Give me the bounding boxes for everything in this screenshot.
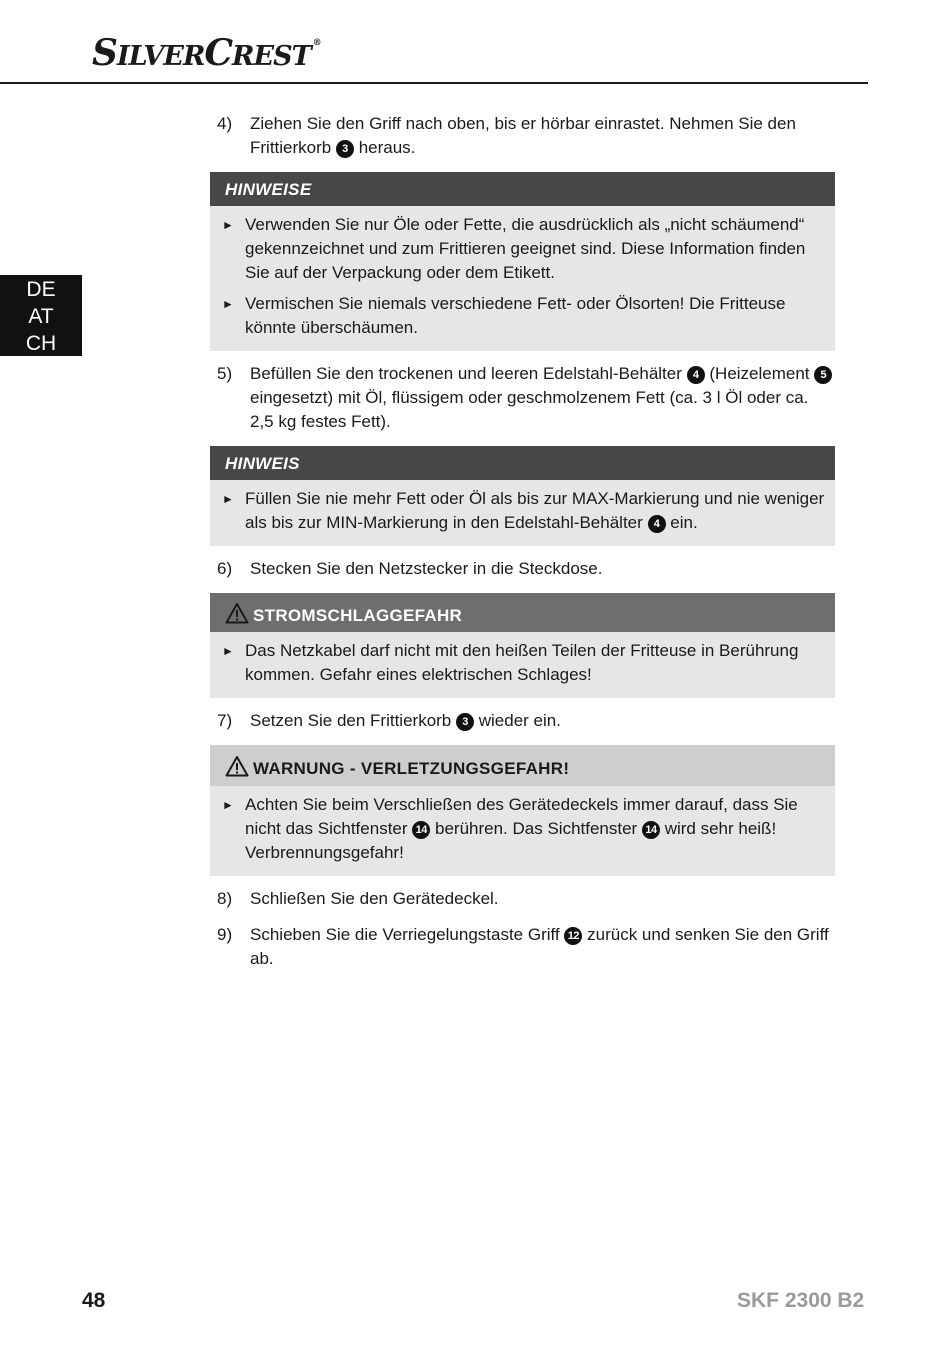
step-6: 6) Stecken Sie den Netzstecker in die Steckdose. <box>217 559 603 578</box>
language-tab <box>0 275 82 356</box>
hinweise-title: HINWEISE <box>210 172 835 206</box>
stromschlag-box <box>210 593 835 698</box>
bullet-arrow-icon: ► <box>222 218 234 232</box>
list-item: ► Vermischen Sie niemals verschiedene Fett- oder Ölsorten! Die Fritteuse könnte überschäumen. <box>222 294 786 337</box>
page-number: 48 <box>82 1289 106 1312</box>
list-item: ► Füllen Sie nie mehr Fett oder Öl als bis zur MAX-Markierung und nie weniger als bis zur MIN-Markierung in den Edelstahl-Behälter 4 ein. <box>222 489 825 532</box>
lang-at: AT <box>28 305 54 328</box>
hinweis-title: HINWEIS <box>210 446 835 480</box>
bullet-arrow-icon: ► <box>222 798 234 812</box>
ref-badge: 3 <box>336 140 354 158</box>
step-4: 4) Ziehen Sie den Griff nach oben, bis er hörbar einrastet. Nehmen Sie den Frittierkorb 3 heraus. <box>217 114 796 157</box>
warning-triangle-icon <box>225 602 249 624</box>
ref-badge: 12 <box>564 927 582 945</box>
bullet-arrow-icon: ► <box>222 297 234 311</box>
ref-badge: 4 <box>648 515 666 533</box>
step-9: 9) Schieben Sie die Verriegelungstaste Griff 12 zurück und senken Sie den Griff ab. <box>217 925 829 968</box>
silvercrest-logo: SILVERCREST ® <box>92 32 321 74</box>
model-number: SKF 2300 B2 <box>737 1289 865 1312</box>
list-item: ► Verwenden Sie nur Öle oder Fette, die ausdrücklich als „nicht schäumend“ gekennzeichnet und zum Frittieren geeignet sind. Diese Information finden Sie auf der Verpackung oder dem Etikett. <box>222 215 806 282</box>
hinweis-box <box>210 446 835 546</box>
ref-badge: 4 <box>687 366 705 384</box>
lang-ch: CH <box>25 332 57 355</box>
warning-triangle-icon <box>225 755 249 777</box>
list-item: ► Achten Sie beim Verschließen des Gerätedeckels immer darauf, dass Sie nicht das Sichtfenster 14 berühren. Das Sichtfenster 14 wird sehr heiß! Verbrennungsgefahr! <box>222 795 798 862</box>
step-8: 8) Schließen Sie den Gerätedeckel. <box>217 889 499 908</box>
warnung-box <box>210 745 835 876</box>
bullet-arrow-icon: ► <box>222 644 234 658</box>
bullet-arrow-icon: ► <box>222 492 234 506</box>
warnung-title: WARNUNG - VERLETZUNGSGEFAHR! <box>210 745 835 786</box>
header-rule <box>0 82 868 84</box>
list-item: ► Das Netzkabel darf nicht mit den heißen Teilen der Fritteuse in Berührung kommen. Gefahr eines elektrischen Schlages! <box>222 641 799 684</box>
main-content <box>210 112 835 983</box>
ref-badge: 14 <box>412 821 430 839</box>
lang-de: DE <box>26 278 56 301</box>
ref-badge: 3 <box>456 713 474 731</box>
ref-badge: 14 <box>642 821 660 839</box>
step-7: 7) Setzen Sie den Frittierkorb 3 wieder ein. <box>217 711 561 730</box>
step-5: 5) Befüllen Sie den trockenen und leeren Edelstahl-Behälter 4 (Heizelement 5 eingesetzt) mit Öl, flüssigem oder geschmolzenem Fett (ca. 3 l Öl oder ca. 2,5 kg festes Fett). <box>217 362 835 434</box>
ref-badge: 5 <box>814 366 832 384</box>
hinweise-box <box>210 172 835 351</box>
stromschlag-title: STROMSCHLAGGEFAHR <box>210 593 835 632</box>
